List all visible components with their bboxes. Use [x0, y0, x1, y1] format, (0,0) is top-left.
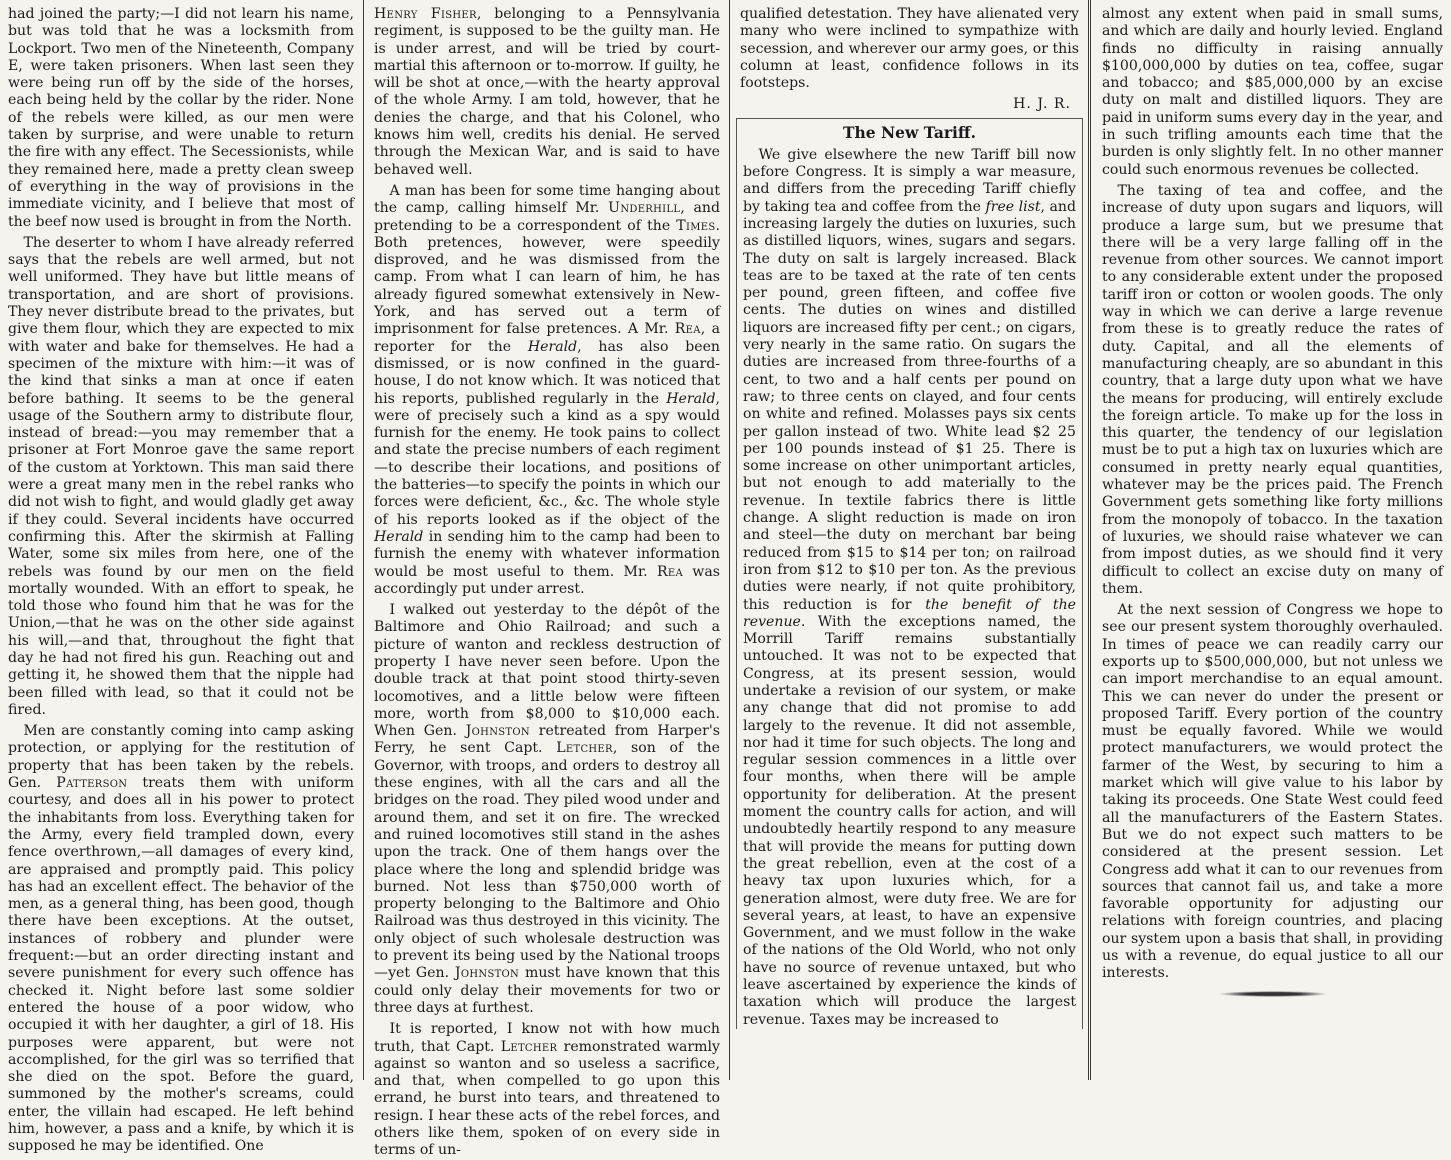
column-rule — [729, 0, 730, 1080]
article-headline: The New Tariff. — [842, 122, 977, 142]
article-box — [736, 118, 1083, 1029]
column-3 — [732, 0, 1087, 1080]
paragraph: We give elsewhere the new Tariff bill now before Congress. It is simply a war measure, and differs from the preceding Tariff chiefly by taking tea and coffee from the free list, and increasing largely the duties on luxuries, such as distilled liquors, wines, sugars and segars. The duty on salt is largely increased. Black teas are to be taxed at the rate of ten cents per pound, green fifteen, and coffee five cents. The duties on wines and distilled liquors are increased fifty per cent.; on cigars, very nearly in the same ratio. On sugars the duties are increased from three-fourths of a cent, to two and a half cents per pound on raw; to three cents on clayed, and four cents on white and refined. Molasses pays six cents per gallon instead of two. White lead $2 25 per 100 pounds instead of $1 25. There is some increase on other unimportant articles, but not enough to add materially to the revenue. In textile fabrics there is little change. A slight reduction is made on iron and steel—the duty on merchant bar being reduced from $15 to $14 per ton; on railroad iron from $12 to $10 per ton. As the previous duties were nearly, if not quite prohibitory, this reduction is for the benefit of the revenue. With the exceptions named, the Morrill Tariff remains substantially untouched. It was not to be expected that Congress, at its present session, would undertake a revision of our system, or make any change that did not promise to add largely to the revenue. It did not assemble, nor had it time for such objects. The long and regular session commences in a little over four months, when there will be ample opportunity for deliberation. At the present moment the country calls for action, and will undoubtedly heartily respond to any measure that will provide the means for putting down the great rebellion, even at the cost of a heavy tax upon luxuries which, for a generation almost, were duty free. We are for several years, at least, to have an expensive Government, and we must follow in the wake of the nations of the Old World, who not only have no source of revenue untaxed, but who leave ascertained by experience the kinds of taxation which will produce the largest revenue. Taxes may be increased to — [743, 146, 1076, 1028]
paragraph: Henry Fisher, belonging to a Pennsylvania regiment, is supposed to be the guilty man. He is under arrest, and will be tried by court-martial this afternoon or to-morrow. If guilty, he will be shot at once,—with the hearty approval of the whole Army. I am told, however, that he denies the charge, and that his Colonel, who knows him well, credits his denial. He served through the Mexican War, and is said to have behaved well. — [374, 6, 721, 178]
newspaper-name: Herald — [374, 528, 424, 545]
column-4 — [1094, 0, 1451, 1080]
person-name: Patterson — [56, 775, 128, 792]
person-name: Rea — [674, 321, 701, 338]
column-2 — [366, 0, 728, 1159]
column-rule — [1088, 0, 1091, 1080]
paragraph: almost any extent when paid in small sums, and which are daily and hourly levied. England finds no difficulty in raising annually $100,000,000 by duties on tea, coffee, sugar and tobacco; and $85,000,000 by an excise duty on malt and distilled liquors. They are paid in uniform sums every day in the year, and in such trifling amounts each time that the burden is only slightly felt. In no other manner could such enormous revenues be collected. — [1102, 6, 1443, 178]
person-name: Underhill — [608, 200, 681, 217]
paragraph: The deserter to whom I have already referred says that the rebels are well armed, but not well uniformed. They have but little means of transportation, and are short of provisions. They never distribute bread to the privates, but give them flour, which they are expected to mix with water and bake for themselves. He had a specimen of the mixture with him:—it was of the kind that sinks a man at once if eaten before bathing. It seems to be the general usage of the Southern army to distribute flour, instead of bread:—you may remember that a prisoner at Fort Monroe gave the same report of the custom at Yorktown. This man said there were a great many men in the rebel ranks who did not wish to fight, and would gladly get away if they could. Several incidents have occurred confirming this. After the skirmish at Falling Water, some six miles from here, one of the rebels was found by our men on the field mortally wounded. With an effort to speak, he told those who found him that he was for the Union,—that he was on the other side against his will,—and that, throughout the fight that day he had not fired his gun. Reaching out and getting it, he showed them that the nipple had been filled with lead, so that it could not be fired. — [8, 234, 354, 718]
paragraph: had joined the party;—I did not learn his name, but was told that he was a locksmith from Lockport. Two men of the Nineteenth, Company E, were taken prisoners. When last seen they were being run off by the side of the horses, each being held by the collar by the rider. None of the rebels were killed, as our men were taken by surprise, and were unable to return the fire with any effect. The Secessionists, while they remained here, made a pretty clean sweep of everything in the way of provisions in the immediate vicinity, and I believe that most of the beef now used is brought in from the North. — [8, 6, 354, 230]
person-name: Letcher — [556, 740, 613, 757]
paragraph: Men are constantly coming into camp asking protection, or applying for the restitution of property that has been taken by the rebels. Gen. Patterson treats them with uniform courtesy, and does all in his power to protect the inhabitants from loss. Everything taken for the Army, every field trampled down, every fence overthrown,—all damages of every kind, are appraised and promptly paid. This policy has had an excellent effect. The behavior of the men, as a general thing, has been good, though there have been exceptions. At the outset, instances of robbery and plunder were frequent:—but an order directing instant and severe punishment for every such offence has checked it. Night before last some soldier entered the house of a poor widow, who occupied it with her daughter, a girl of 18. His purposes were apparent, but were not accomplished, for the girl was so terrified that she died on the spot. Before the guard, summoned by the mother's screams, could enter, the villain had escaped. He left behind him, however, a pass and a knife, by which it is supposed he may be identified. One — [8, 723, 355, 1155]
paragraph: A man has been for some time hanging about the camp, calling himself Mr. Underhill, and pretending to be a correspondent of the Times. Both pretences, however, were speedily disproved, and he was dismissed from the camp. From what I can learn of him, he has already figured somewhat extensively in New-York, and has served out a term of imprisonment for false pretences. A Mr. Rea, a reporter for the Herald, has also been dismissed, or is now confined in the guard-house, I do not know which. It was noticed that his reports, published regularly in the Herald, were of precisely such a kind as a spy would furnish for the enemy. He took pains to collect and state the precise numbers of each regiment—to describe their locations, and positions of the batteries—to specify the points in which our forces were deficient, &c., &c. The whole style of his reports looked as if the object of the Herald in sending him to the camp had been to furnish the enemy with whatever information would be most useful to them. Mr. Rea was accordingly put under arrest. — [374, 182, 721, 597]
ornament-divider — [1218, 991, 1328, 997]
paragraph: It is reported, I know not with how much truth, that Capt. Letcher remonstrated warmly against so wanton and so useless a sacrifice, and that, when compelled to go upon this errand, he burst into tears, and threatened to resign. I hear these acts of the rebel forces, and others like them, spoken of on every side in terms of un- — [374, 1021, 720, 1159]
newspaper-name: Times — [676, 217, 716, 234]
person-name: Henry Fisher — [374, 6, 477, 22]
column-1 — [0, 0, 362, 1155]
column-rule — [363, 0, 364, 1080]
newspaper-name: Herald — [666, 390, 716, 407]
paragraph: At the next session of Congress we hope to see our present system thoroughly overhauled. In times of peace we can readily carry our exports up to $500,000,000, but not unless we can import merchandise to an equal amount. This we can never do under the present or proposed Tariff. Every portion of the country must be equally favored. While we would protect manufacturers, we would protect the farmer of the West, by securing to him a market which will give value to his labor by taking its proceeds. One State West could feed all the manufacturers of the Eastern States. But we do not expect such matters to be considered at the present session. Let Congress add what it can to our revenues from sources that cannot fail us, and take a more favorable opportunity for adjusting our relations with foreign countries, and placing our system upon a basis that shall, in providing us with a revenue, do equal justice to all our interests. — [1102, 602, 1443, 982]
newspaper-name: Herald — [527, 338, 578, 355]
paragraph: I walked out yesterday to the dépôt of the Baltimore and Ohio Railroad; and such a picture of wanton and reckless destruction of property I have never seen before. Upon the double track at that point stood thirty-seven locomotives, and a little below were fifteen more, worth from $8,000 to $10,000 each. When Gen. Johnston retreated from Harper's Ferry, he sent Capt. Letcher, son of the Governor, with troops, and orders to destroy all these engines, with all the cars and all the bridges on the road. They piled wood under and around them, and set it on fire. The wrecked and ruined locomotives still stand in the ashes upon the track. One of them hangs over the place where the long and splendid bridge was burned. Not less than $750,000 worth of property belonging to the Baltimore and Ohio Railroad was thus destroyed in this vicinity. The only object of such wholesale destruction was to prevent its being used by the National troops—yet Gen. Johnston must have known that this could only delay their movements for two or three days at furthest. — [374, 602, 720, 1016]
paragraph: qualified detestation. They have alienated very many who were inclined to sympathize with secession, and wherever our army goes, or this column at least, confidence follows in its footsteps. — [740, 6, 1079, 92]
person-name: Letcher — [500, 1038, 558, 1055]
person-name: Johnston — [454, 965, 520, 982]
paragraph: The taxing of tea and coffee, and the increase of duty upon sugars and liquors, will produce a large sum, but we presume that there will be a very large falling off in the revenue from other sources. We cannot import to any considerable extent under the proposed tariff iron or cotton or woolen goods. The only way in which we can derive a large revenue from these is to greatly reduce the rates of duty. Capital, and all the elements of manufacturing cheaply, are so abundant in this country, that a large duty upon what we have the means for producing, will entirely exclude the foreign article. To make up for the loss in this quarter, the tendency of our legislation must be to put a high tax on luxuries which are consumed in pretty nearly equal quantities, whatever may be the prices paid. The French Government gets something like forty millions from the monopoly of tobacco. In the taxation of luxuries, we should raise whatever we can from impost duties, as we should find it very difficult to collect an excise duty on many of them. — [1102, 182, 1443, 597]
signature: H. J. R. — [1013, 96, 1071, 113]
person-name: Johnston — [465, 723, 530, 740]
person-name: Rea — [656, 563, 683, 580]
